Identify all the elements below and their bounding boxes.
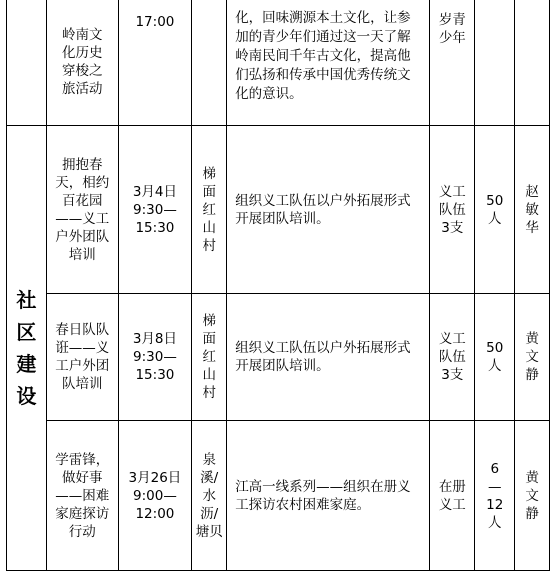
count-cell bbox=[475, 294, 515, 421]
activity-time: 17:00 bbox=[135, 14, 175, 30]
activity-target: 在册义工 bbox=[438, 478, 466, 513]
place-cell bbox=[192, 294, 227, 421]
table-row bbox=[7, 294, 550, 421]
place-cell bbox=[192, 0, 227, 126]
activity-name: 春日队队诳——义工户外团队培训 bbox=[55, 322, 110, 392]
category-label: 社区建设 bbox=[16, 288, 37, 408]
activity-name: 岭南文化历史穿梭之旅活动 bbox=[61, 27, 103, 97]
place-cell bbox=[192, 126, 227, 294]
time-cell bbox=[118, 294, 192, 421]
time-cell bbox=[118, 126, 192, 294]
count-cell bbox=[475, 126, 515, 294]
table-row bbox=[7, 0, 550, 126]
activity-target: 义工队伍3支 bbox=[438, 183, 466, 236]
participant-count: 6—12人 bbox=[486, 460, 504, 531]
count-cell bbox=[475, 0, 515, 126]
activity-target: 义工队伍3支 bbox=[438, 331, 466, 383]
person-in-charge: 黄文静 bbox=[525, 331, 539, 383]
target-cell bbox=[430, 126, 475, 294]
person-in-charge: 黄文静 bbox=[525, 469, 539, 522]
activity-place: 梯面红山村 bbox=[202, 313, 216, 401]
person-in-charge: 赵敏华 bbox=[525, 183, 539, 236]
category-cell bbox=[7, 126, 47, 571]
activity-place: 泉溪/水沥/塘贝 bbox=[195, 451, 223, 540]
activity-content: 化，回味溯源本土文化，让参加的青少年们通过这一天了解岭南民间千年古文化，提高他们弘扬和传承中国优秀传统文化的意识。 bbox=[235, 10, 411, 102]
person-cell bbox=[515, 421, 550, 571]
activity-schedule-table bbox=[6, 0, 550, 571]
table-row bbox=[7, 421, 550, 571]
target-cell bbox=[430, 0, 475, 126]
target-cell bbox=[430, 294, 475, 421]
activity-name-cell bbox=[46, 0, 118, 126]
activity-time: 3月4日 9:30— 15:30 bbox=[132, 183, 178, 236]
participant-count: 50人 bbox=[486, 192, 504, 227]
table-row bbox=[7, 126, 550, 294]
person-cell bbox=[515, 0, 550, 126]
time-cell bbox=[118, 0, 192, 126]
activity-name: 学雷锋，做好事——困难家庭探访行动 bbox=[55, 451, 110, 540]
place-cell bbox=[192, 421, 227, 571]
activity-name-cell bbox=[46, 421, 118, 571]
person-cell bbox=[515, 294, 550, 421]
activity-name-cell bbox=[46, 294, 118, 421]
participant-count: 50人 bbox=[486, 340, 504, 374]
activity-name-cell bbox=[46, 126, 118, 294]
content-cell bbox=[227, 421, 430, 571]
target-cell bbox=[430, 421, 475, 571]
activity-content: 组织义工队伍以户外拓展形式开展团队培训。 bbox=[235, 340, 411, 374]
activity-name: 拥抱春天，相约百花园——义工户外团队培训 bbox=[55, 156, 110, 263]
activity-place: 梯面红山村 bbox=[202, 165, 216, 254]
activity-target: 岁青少年 bbox=[438, 12, 466, 46]
count-cell bbox=[475, 421, 515, 571]
content-cell bbox=[227, 0, 430, 126]
activity-time: 3月8日 9:30— 15:30 bbox=[132, 331, 178, 383]
time-cell bbox=[118, 421, 192, 571]
activity-content: 江高一线系列——组织在册义工探访农村困难家庭。 bbox=[235, 478, 411, 513]
activity-time: 3月26日 9:00— 12:00 bbox=[128, 469, 182, 522]
content-cell bbox=[227, 294, 430, 421]
content-cell bbox=[227, 126, 430, 294]
person-cell bbox=[515, 126, 550, 294]
activity-content: 组织义工队伍以户外拓展形式开展团队培训。 bbox=[235, 192, 411, 227]
category-cell-empty bbox=[7, 0, 47, 126]
